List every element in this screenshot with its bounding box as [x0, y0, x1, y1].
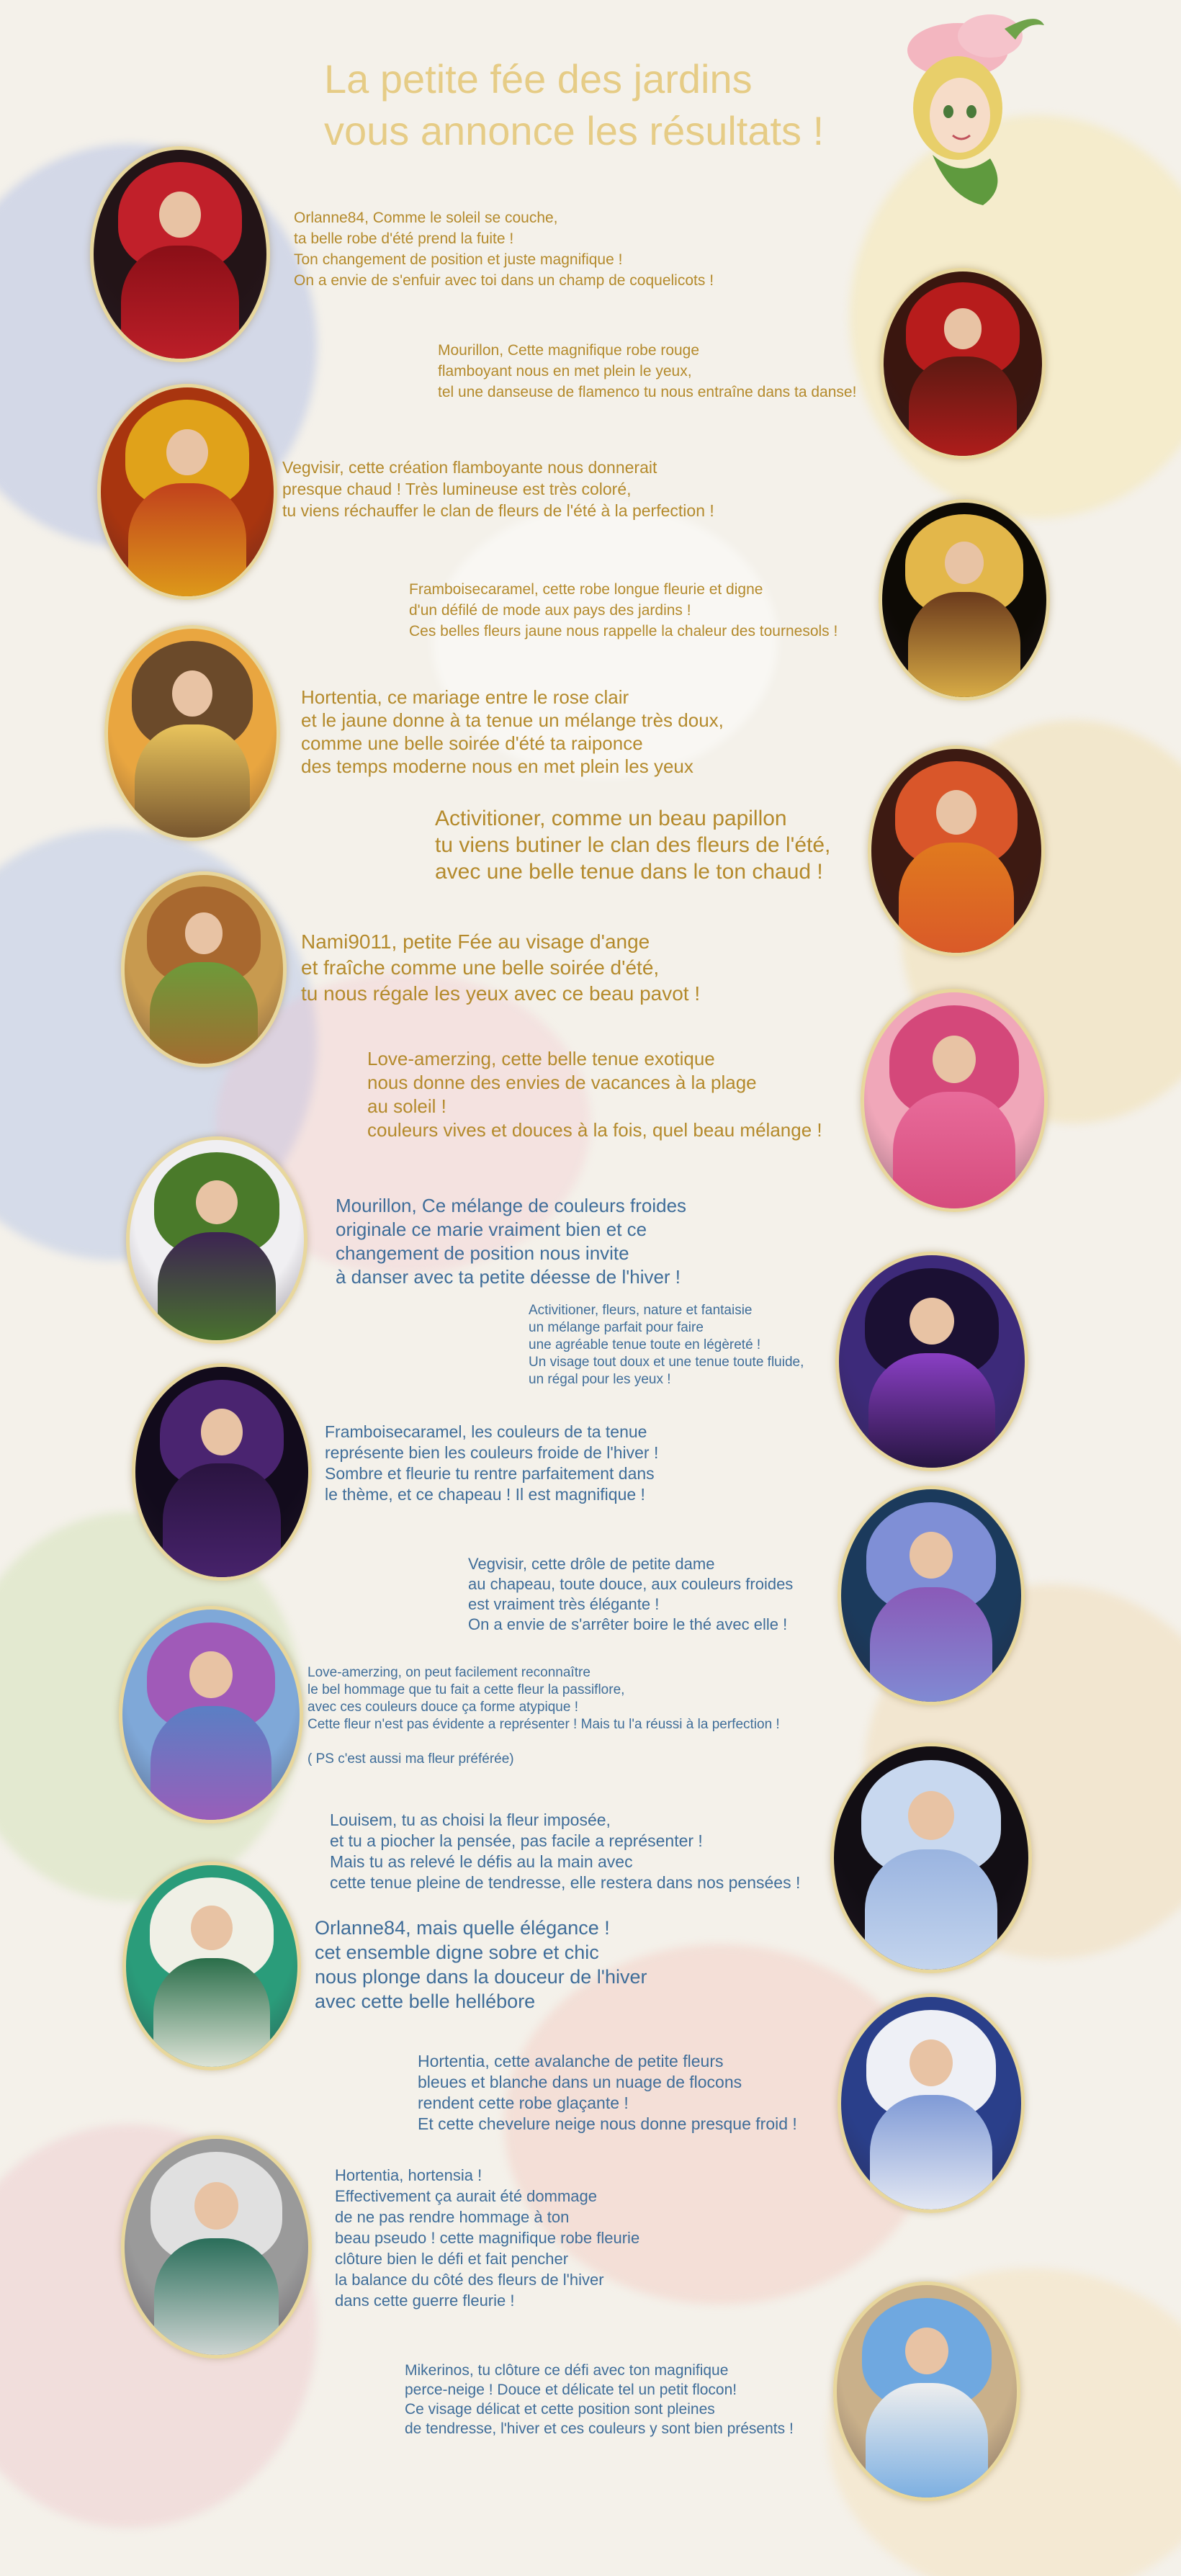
- participant-avatar: [879, 499, 1050, 701]
- avatar-face: [936, 790, 977, 835]
- avatar-dress: [135, 724, 249, 841]
- entry-comment: Vegvisir, cette création flamboyante nous donnerait presque chaud ! Très lumineuse est très coloré, tu viens réchauffer le clan de fleurs de l'été à la perfection !: [282, 458, 714, 520]
- avatar-dress: [893, 1092, 1015, 1212]
- participant-avatar: [97, 384, 277, 600]
- entry-comment: Activitioner, comme un beau papillon tu viens butiner le clan des fleurs de l'été, avec une belle tenue dans le ton chaud !: [435, 807, 831, 884]
- avatar-face: [905, 2328, 948, 2374]
- avatar-dress: [868, 1353, 994, 1471]
- avatar-dress: [870, 1587, 992, 1705]
- participant-avatar: [833, 2281, 1020, 2501]
- avatar-dress: [870, 2095, 992, 2213]
- avatar-dress: [150, 962, 258, 1067]
- participant-avatar: [838, 1993, 1025, 2213]
- participant-avatar: [132, 1363, 312, 1581]
- avatar-dress: [154, 2238, 279, 2359]
- entry-comment: Mourillon, Cette magnifique robe rouge flamboyant nous en met plein le yeux, tel une danseuse de flamenco tu nous entraîne dans ta danse!: [438, 342, 857, 400]
- avatar-face: [196, 1180, 238, 1224]
- avatar-face: [185, 912, 223, 954]
- entry-comment: Framboisecaramel, cette robe longue fleurie et digne d'un défilé de mode aux pays des jardins ! Ces belles fleurs jaune nous rappelle la chaleur des tournesols !: [409, 581, 838, 639]
- entry-comment: Orlanne84, Comme le soleil se couche, ta belle robe d'été prend la fuite ! Ton changement de position et juste magnifique ! On a envie de s'enfuir avec toi dans un champ de coquelicots !: [294, 210, 714, 289]
- participant-avatar: [880, 268, 1046, 459]
- avatar-face: [166, 429, 208, 475]
- participant-avatar: [90, 146, 270, 362]
- avatar-face: [172, 670, 212, 717]
- participant-avatar: [121, 871, 287, 1067]
- participant-avatar: [835, 1252, 1028, 1471]
- avatar-face: [194, 2182, 238, 2230]
- leaf-collar-icon: [933, 155, 997, 205]
- avatar-face: [191, 1906, 232, 1950]
- avatar-dress: [151, 1706, 271, 1823]
- avatar-face: [933, 1036, 976, 1083]
- participant-avatar: [861, 989, 1048, 1212]
- participant-avatar: [104, 625, 280, 841]
- fairy-face: [930, 78, 990, 153]
- avatar-dress: [908, 592, 1020, 701]
- entry-comment: Hortentia, ce mariage entre le rose clair et le jaune donne à ta tenue un mélange très doux, comme une belle soirée d'été ta raiponce des temps moderne nous en met plein les yeux: [301, 686, 724, 777]
- avatar-dress: [158, 1232, 277, 1344]
- participant-avatar: [121, 2135, 312, 2359]
- entry-comment: Activitioner, fleurs, nature et fantaisie un mélange parfait pour faire une agréable tenue toute en légèreté ! Un visage tout doux et une tenue toute fluide, un régal pour les yeux !: [529, 1303, 804, 1387]
- participant-avatar: [126, 1136, 307, 1344]
- participant-avatar: [868, 745, 1045, 956]
- avatar-dress: [866, 2383, 988, 2501]
- avatar-dress: [909, 356, 1017, 459]
- page-title: La petite fée des jardins vous annonce les résultats !: [324, 56, 825, 153]
- avatar-dress: [899, 843, 1014, 956]
- entry-comment: Hortentia, hortensia ! Effectivement ça aurait été dommage de ne pas rendre hommage à ton beau pseudo ! cette magnifique robe fleurie clôture bien le défi et fait pencher la balance du côté des fleurs de l'hiver dans cette guerre fleurie !: [335, 2166, 640, 2310]
- participant-avatar: [830, 1743, 1032, 1973]
- entry-comment: Mourillon, Ce mélange de couleurs froides originale ce marie vraiment bien et ce changement de position nous invite à danser avec ta petite déesse de l'hiver !: [336, 1195, 687, 1288]
- avatar-face: [159, 192, 201, 238]
- avatar-face: [910, 1298, 954, 1345]
- avatar-dress: [865, 1849, 997, 1973]
- entry-comment: Orlanne84, mais quelle élégance ! cet ensemble digne sobre et chic nous plonge dans la douceur de l'hiver avec cette belle hellébore: [315, 1917, 647, 2012]
- entry-comment: Framboisecaramel, les couleurs de ta tenue représente bien les couleurs froide de l'hiver ! Sombre et fleurie tu rentre parfaitement dans le thème, et ce chapeau ! Il est magnifique !: [325, 1422, 659, 1504]
- entry-comment: Love-amerzing, on peut facilement reconnaître le bel hommage que tu fait a cette fleur la passiflore, avec ces couleurs douce ça forme atypique ! Cette fleur n'est pas évidente a représenter ! Mais tu l'a réussi à la perfection ! ( PS c'est aussi ma fleur préférée): [307, 1665, 780, 1767]
- entry-comment: Nami9011, petite Fée au visage d'ange et fraîche comme une belle soirée d'été, tu nous régale les yeux avec ce beau pavot !: [301, 930, 701, 1005]
- avatar-dress: [128, 483, 246, 600]
- entry-comment: Louisem, tu as choisi la fleur imposée, et tu a piocher la pensée, pas facile a représenter ! Mais tu as relevé le défis au la main avec cette tenue pleine de tendresse, elle restera dans nos pensées !: [330, 1810, 801, 1892]
- participant-avatar: [838, 1486, 1025, 1705]
- fairy-mascot: [882, 7, 1055, 209]
- avatar-face: [201, 1409, 243, 1455]
- avatar-face: [908, 1791, 955, 1840]
- entry-comment: Hortentia, cette avalanche de petite fleurs bleues et blanche dans un nuage de flocons rendent cette robe glaçante ! Et cette chevelure neige nous donne presque froid !: [418, 2052, 797, 2133]
- participant-avatar: [119, 1606, 303, 1823]
- entry-comment: Love-amerzing, cette belle tenue exotique nous donne des envies de vacances à la plage au soleil ! couleurs vives et douces à la fois, quel beau mélange !: [367, 1048, 822, 1141]
- avatar-dress: [163, 1463, 280, 1581]
- entry-comment: Vegvisir, cette drôle de petite dame au chapeau, toute douce, aux couleurs froides est vraiment très élégante ! On a envie de s'arrêter boire le thé avec elle !: [468, 1555, 794, 1633]
- avatar-face: [189, 1651, 232, 1697]
- avatar-face: [944, 308, 982, 349]
- avatar-dress: [121, 246, 238, 362]
- participant-avatar: [122, 1862, 301, 2070]
- avatar-face: [910, 2039, 953, 2086]
- avatar-dress: [153, 1958, 270, 2070]
- entry-comment: Mikerinos, tu clôture ce défi avec ton magnifique perce-neige ! Douce et délicate tel un petit flocon! Ce visage délicat et cette position sont pleines de tendresse, l'hiver et ces couleurs y sont bien présents !: [405, 2362, 794, 2437]
- avatar-face: [910, 1532, 953, 1579]
